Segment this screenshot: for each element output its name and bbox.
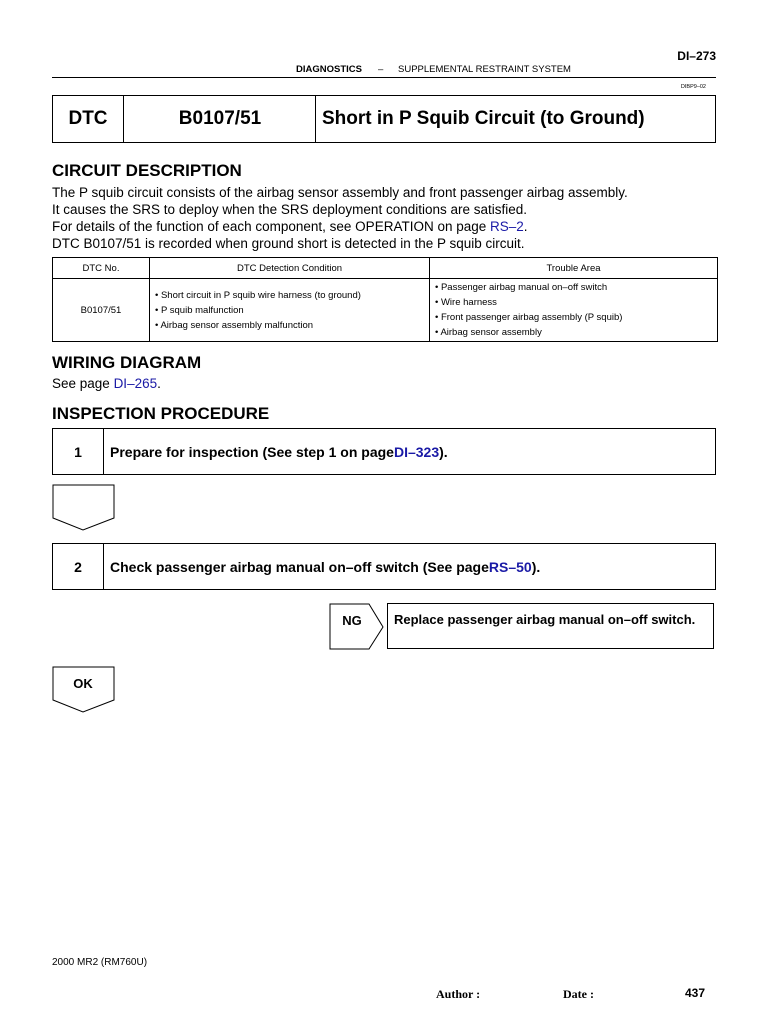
result-arrow-blank <box>52 484 116 532</box>
col-dtc-no: DTC No. <box>53 258 150 279</box>
di-265-link[interactable]: DI–265 <box>113 376 158 391</box>
col-trouble-area: Trouble Area <box>430 258 718 279</box>
doc-code: DIBP9–02 <box>680 84 706 90</box>
di-323-link[interactable]: DI–323 <box>393 443 440 460</box>
date-label: Date : <box>563 987 594 1001</box>
circuit-description-heading: CIRCUIT DESCRIPTION <box>52 161 242 180</box>
wiring-text-end: . <box>157 376 161 391</box>
condition-item: • P squib malfunction <box>155 304 244 316</box>
condition-item: • Short circuit in P squib wire harness (to ground) <box>155 289 361 301</box>
inspection-procedure-heading: INSPECTION PROCEDURE <box>52 404 270 423</box>
dtc-label: DTC <box>68 108 108 129</box>
page-code: DI–273 <box>677 49 716 63</box>
ok-result <box>52 666 116 714</box>
cell-trouble-areas <box>430 279 718 342</box>
header-section: DIAGNOSTICS <box>296 64 362 75</box>
step-text <box>110 544 540 589</box>
description-line-3-text: For details of the function of each component, see OPERATION on page <box>52 219 490 234</box>
col-detection-condition: DTC Detection Condition <box>150 258 430 279</box>
header-separator: – <box>378 64 384 75</box>
ng-result <box>329 603 385 651</box>
cell-dtc-no: B0107/51 <box>53 279 150 342</box>
wiring-diagram-text <box>52 375 161 392</box>
condition-item: • Airbag sensor assembly malfunction <box>155 319 314 331</box>
step-text <box>110 429 448 474</box>
step-1-text: Prepare for inspection (See step 1 on page <box>110 443 394 460</box>
table-row <box>53 279 718 342</box>
rs-50-link[interactable]: RS–50 <box>488 558 532 575</box>
ok-label: OK <box>73 676 93 691</box>
step-number: 2 <box>53 544 104 589</box>
page-number: 437 <box>684 986 705 1000</box>
step-2-box <box>52 543 716 590</box>
author-label: Author : <box>436 987 481 1001</box>
header-rule <box>52 77 716 78</box>
rs-2-link[interactable]: RS–2 <box>490 219 524 234</box>
step-1-box <box>52 428 716 475</box>
step-1-text-end: ). <box>439 443 448 460</box>
wiring-text: See page <box>52 376 114 391</box>
description-line-3-end: . <box>523 219 528 234</box>
description-line-1: The P squib circuit consists of the airbag sensor assembly and front passenger airbag assembly. <box>52 185 628 200</box>
ng-action-box: Replace passenger airbag manual on–off switch. <box>387 603 714 649</box>
model-code: 2000 MR2 (RM760U) <box>52 957 148 968</box>
step-2-text-end: ). <box>531 558 541 575</box>
description-line-3 <box>52 218 628 235</box>
trouble-area-item: • Front passenger airbag assembly (P squib) <box>435 312 623 323</box>
dtc-title: Short in P Squib Circuit (to Ground) <box>315 96 715 142</box>
ng-label: NG <box>342 613 362 628</box>
table-header-row <box>53 258 718 279</box>
circuit-description-text <box>52 184 628 252</box>
trouble-area-item: • Wire harness <box>435 297 497 308</box>
step-number: 1 <box>53 429 104 474</box>
dtc-code: B0107/51 <box>123 96 316 142</box>
trouble-area-item: • Passenger airbag manual on–off switch <box>435 282 608 293</box>
header-subsection: SUPPLEMENTAL RESTRAINT SYSTEM <box>398 64 571 75</box>
description-line-4: DTC B0107/51 is recorded when ground short is detected in the P squib circuit. <box>52 236 525 251</box>
step-2-text: Check passenger airbag manual on–off switch (See page <box>110 558 489 575</box>
dtc-table <box>52 257 718 342</box>
description-line-2: It causes the SRS to deploy when the SRS deployment conditions are satisfied. <box>52 202 528 217</box>
cell-conditions <box>150 279 430 342</box>
trouble-area-item: • Airbag sensor assembly <box>435 327 542 338</box>
dtc-title-box <box>52 95 716 143</box>
wiring-diagram-heading: WIRING DIAGRAM <box>52 353 202 372</box>
